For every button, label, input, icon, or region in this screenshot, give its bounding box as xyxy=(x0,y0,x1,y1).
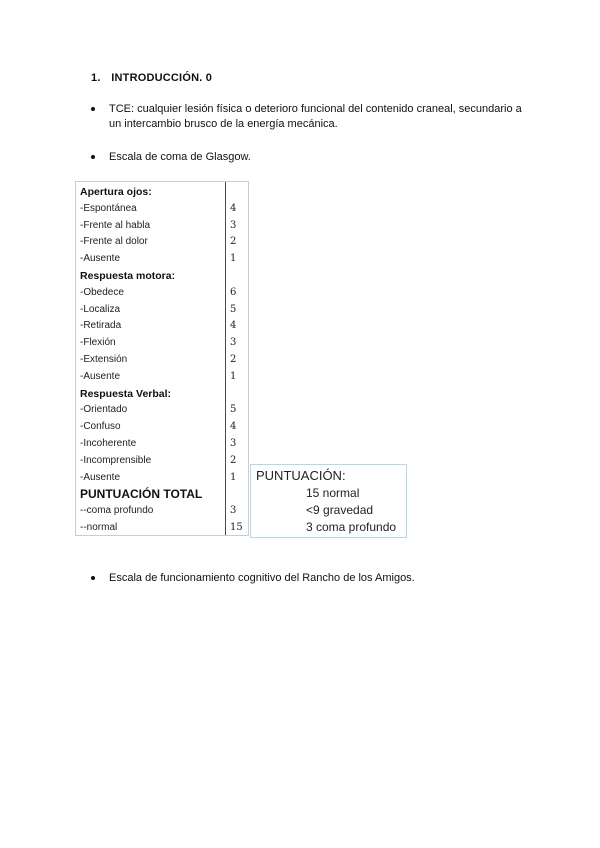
scale-item-value: 3 xyxy=(230,438,237,449)
puntuacion-line: 15 normal xyxy=(306,486,360,500)
section-heading xyxy=(91,72,212,84)
scale-item-label: -Localiza xyxy=(80,303,121,315)
scale-item-label: -Incomprensible xyxy=(80,454,152,466)
section-title: INTRODUCCIÓN. 0 xyxy=(111,72,213,84)
column-divider xyxy=(225,182,226,535)
bullet-text: TCE: cualquier lesión física o deterioro funcional del contenido craneal, secundario a un intercambio brusco de la energía mecánica. xyxy=(109,103,522,130)
puntuacion-line: 3 coma profundo xyxy=(306,520,397,534)
bullet-dot-icon xyxy=(91,155,95,159)
scale-item-label: -Incoherente xyxy=(80,438,137,449)
scale-item-label: -Espontánea xyxy=(80,202,137,214)
scale-item-label: -Flexión xyxy=(80,337,116,349)
bullet-dot-icon xyxy=(91,576,95,580)
scale-item-value: 6 xyxy=(230,286,237,298)
scale-item-value: 1 xyxy=(230,370,237,382)
scale-item-value: 4 xyxy=(230,320,237,332)
scale-item-value: 2 xyxy=(230,454,237,466)
scale-item-label: -Ausente xyxy=(80,370,121,382)
scale-item-value: 3 xyxy=(230,219,237,231)
puntuacion-box xyxy=(250,464,407,538)
scale-item-label: -Obedece xyxy=(80,286,124,298)
scale-item-value: 5 xyxy=(230,404,237,416)
scale-item-value: 2 xyxy=(230,236,237,248)
bullet-text: Escala de coma de Glasgow. xyxy=(109,151,251,163)
scale-item-label: -Ausente xyxy=(80,253,121,265)
scale-item-value: 4 xyxy=(230,421,237,433)
scale-section-heading: Apertura ojos: xyxy=(80,186,152,198)
scale-item-value: 4 xyxy=(230,202,237,214)
scale-section-heading: Respuesta motora: xyxy=(80,270,176,282)
glasgow-scale-table xyxy=(75,181,249,536)
scale-section-heading: Respuesta Verbal: xyxy=(80,387,172,400)
scale-item-value: 3 xyxy=(230,505,237,517)
scale-item-value: 15 xyxy=(230,522,243,533)
scale-item-value: 3 xyxy=(230,337,237,349)
scale-item-value: 2 xyxy=(230,354,237,365)
bullet-dot-icon xyxy=(91,107,95,111)
scale-item-label: -Frente al habla xyxy=(80,219,151,231)
scale-item-value: 5 xyxy=(230,303,237,315)
scale-item-label: -Orientado xyxy=(80,404,128,416)
scale-item-label: -Extensión xyxy=(80,354,128,365)
scale-item-label: -Confuso xyxy=(80,421,121,433)
scale-item-label: -Ausente xyxy=(80,471,121,483)
scale-item-label: -Retirada xyxy=(80,320,122,332)
scale-item-label: --coma profundo xyxy=(80,505,154,517)
puntuacion-line: <9 gravedad xyxy=(306,503,374,517)
scale-section-heading: PUNTUACIÓN TOTAL xyxy=(80,487,203,502)
puntuacion-title: PUNTUACIÓN: xyxy=(256,468,346,483)
scale-item-label: -Frente al dolor xyxy=(80,236,148,248)
section-number: 1. xyxy=(91,72,101,84)
scale-item-value: 1 xyxy=(230,253,237,265)
bullet-text: Escala de funcionamiento cognitivo del Rancho de los Amigos. xyxy=(109,572,415,584)
scale-item-label: --normal xyxy=(80,522,118,533)
scale-item-value: 1 xyxy=(230,471,237,483)
